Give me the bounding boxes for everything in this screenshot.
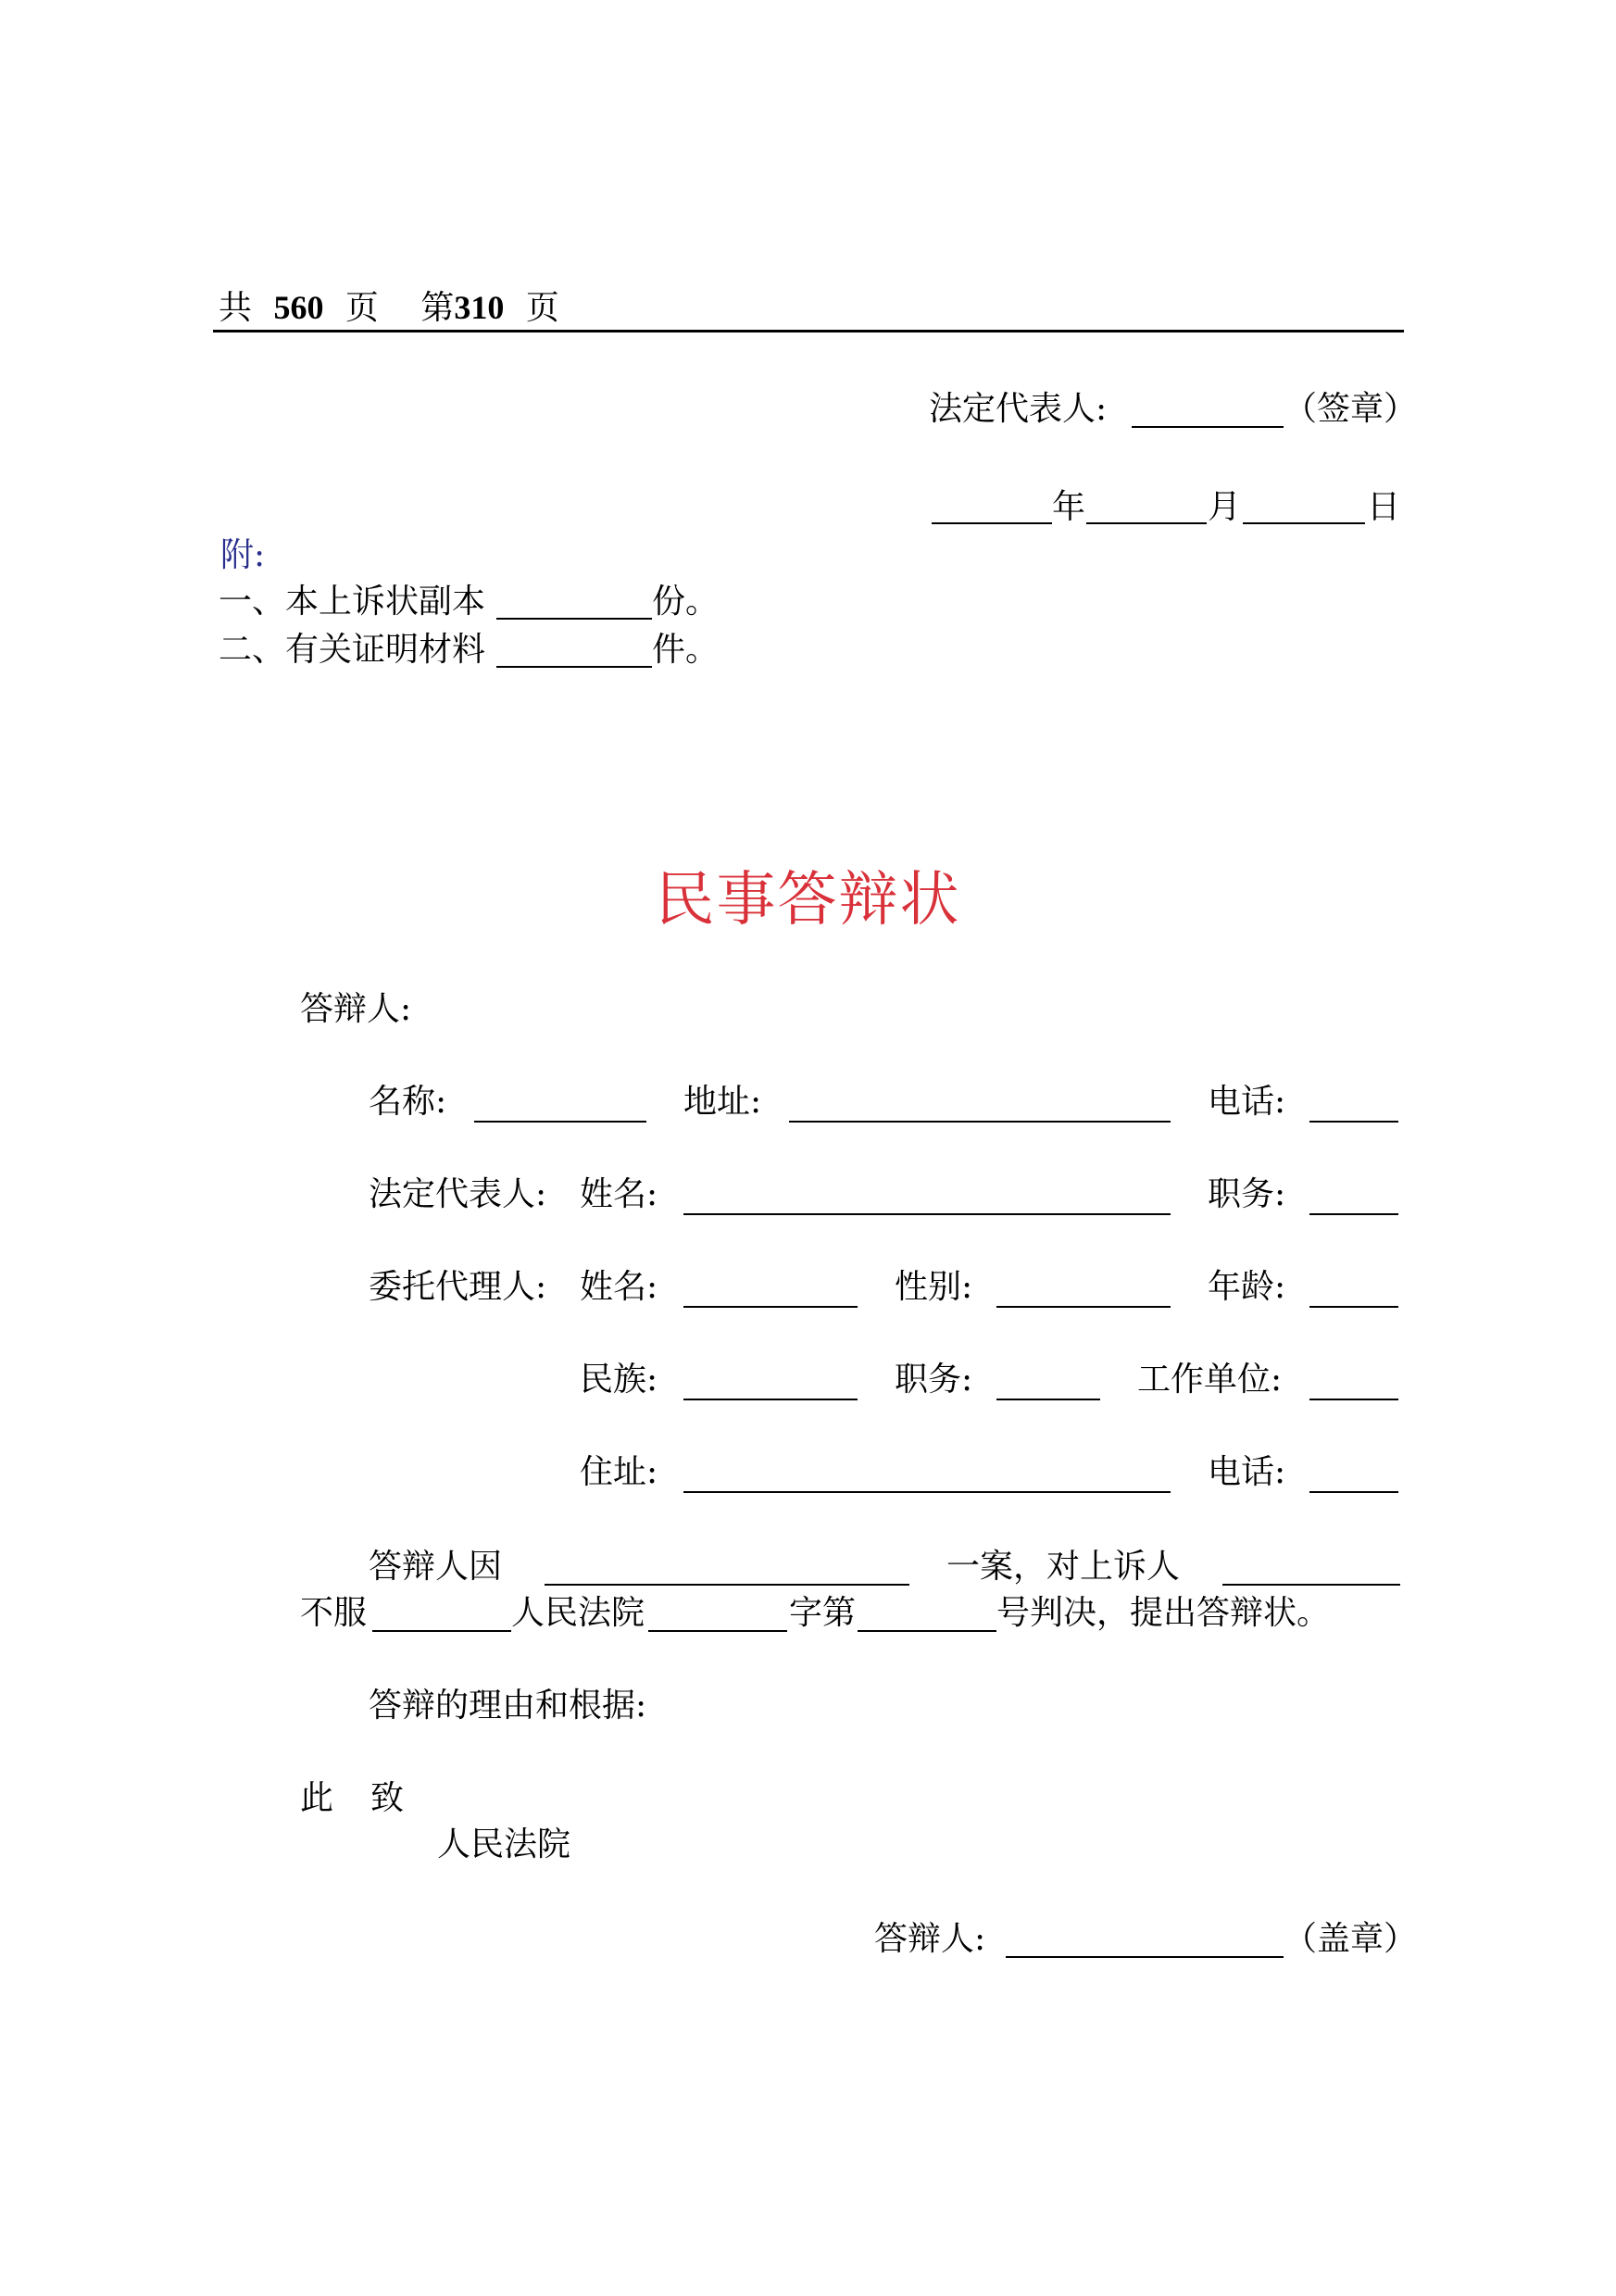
- attachment-2-blank: [496, 666, 652, 668]
- gender-label: 性别:: [895, 1268, 973, 1306]
- appellant-blank: [1222, 1584, 1400, 1586]
- residence-blank: [683, 1491, 1171, 1493]
- total-pages: 560: [273, 289, 324, 326]
- respondent-heading: 答辩人:: [300, 990, 412, 1028]
- salutation-ci: 此: [300, 1779, 334, 1817]
- legal-rep-label: 法定代表人:: [929, 390, 1108, 428]
- attachment-1-blank: [496, 618, 652, 620]
- current-unit: 页: [525, 289, 559, 327]
- respondent-sign-blank: [1006, 1956, 1284, 1958]
- respondent-sign-label: 答辩人:: [874, 1920, 986, 1958]
- rep-name-label: 姓名:: [580, 1175, 658, 1213]
- salutation-zhi: 致: [370, 1779, 405, 1817]
- attachment-item-2: 二、有关证明材料: [219, 631, 486, 669]
- year-label: 年: [1052, 488, 1086, 526]
- current-prefix: 第: [420, 289, 455, 327]
- rep-position-blank: [1309, 1213, 1398, 1215]
- legal-rep-row-label: 法定代表人:: [369, 1175, 547, 1213]
- sentence2-end: 号判决，提出答辩状。: [996, 1594, 1331, 1632]
- ethnicity-label: 民族:: [580, 1361, 658, 1399]
- legal-rep-blank: [1132, 426, 1284, 428]
- phone-label: 电话:: [1208, 1083, 1286, 1121]
- age-label: 年龄:: [1208, 1268, 1286, 1306]
- phone-blank: [1309, 1121, 1398, 1123]
- rep-name-blank: [683, 1213, 1171, 1215]
- agent-label: 委托代理人:: [369, 1268, 547, 1306]
- court-addressee: 人民法院: [437, 1826, 571, 1863]
- address-blank: [789, 1121, 1171, 1123]
- header-rule: [213, 330, 1404, 332]
- reasons-heading: 答辩的理由和根据:: [369, 1687, 647, 1725]
- form-title: 民事答辩状: [655, 866, 961, 935]
- agent-position-blank: [996, 1399, 1100, 1400]
- age-blank: [1309, 1306, 1398, 1308]
- workplace-blank: [1309, 1399, 1398, 1400]
- attachments-title: 附:: [220, 536, 266, 574]
- respondent-seal-label: （盖章）: [1284, 1920, 1418, 1958]
- signature-seal-label: （签章）: [1284, 390, 1418, 428]
- name-blank: [474, 1121, 646, 1123]
- page-counter: [219, 287, 559, 329]
- month-label: 月: [1208, 488, 1242, 526]
- agent-position-label: 职务:: [895, 1361, 973, 1399]
- agent-phone-label: 电话:: [1208, 1453, 1286, 1491]
- number-blank: [858, 1630, 996, 1632]
- current-page: 310: [454, 289, 505, 326]
- docket-blank: [648, 1630, 787, 1632]
- day-label: 日: [1367, 488, 1401, 526]
- agent-name-blank: [683, 1306, 858, 1308]
- day-blank: [1243, 522, 1365, 524]
- agent-name-label: 姓名:: [580, 1268, 658, 1306]
- page-unit: 页: [344, 289, 379, 327]
- court-blank: [372, 1630, 511, 1632]
- sentence1-start: 答辩人因: [369, 1548, 503, 1586]
- sentence2-court: 人民法院: [511, 1594, 645, 1632]
- month-blank: [1086, 522, 1207, 524]
- sentence2-start: 不服: [300, 1594, 368, 1632]
- rep-position-label: 职务:: [1208, 1175, 1286, 1213]
- address-label: 地址:: [683, 1083, 762, 1121]
- attachment-2-unit: 件。: [652, 631, 720, 669]
- sentence2-docket: 字第: [789, 1594, 857, 1632]
- gender-blank: [996, 1306, 1171, 1308]
- name-label: 名称:: [369, 1083, 447, 1121]
- agent-phone-blank: [1309, 1491, 1398, 1493]
- attachment-item-1: 一、本上诉状副本: [219, 583, 486, 621]
- case-blank: [545, 1584, 909, 1586]
- workplace-label: 工作单位:: [1137, 1361, 1283, 1399]
- sentence1-middle: 一案，对上诉人: [946, 1548, 1181, 1586]
- residence-label: 住址:: [580, 1453, 658, 1491]
- year-blank: [932, 522, 1052, 524]
- ethnicity-blank: [683, 1399, 858, 1400]
- total-prefix: 共: [219, 289, 253, 327]
- attachment-1-unit: 份。: [652, 583, 720, 621]
